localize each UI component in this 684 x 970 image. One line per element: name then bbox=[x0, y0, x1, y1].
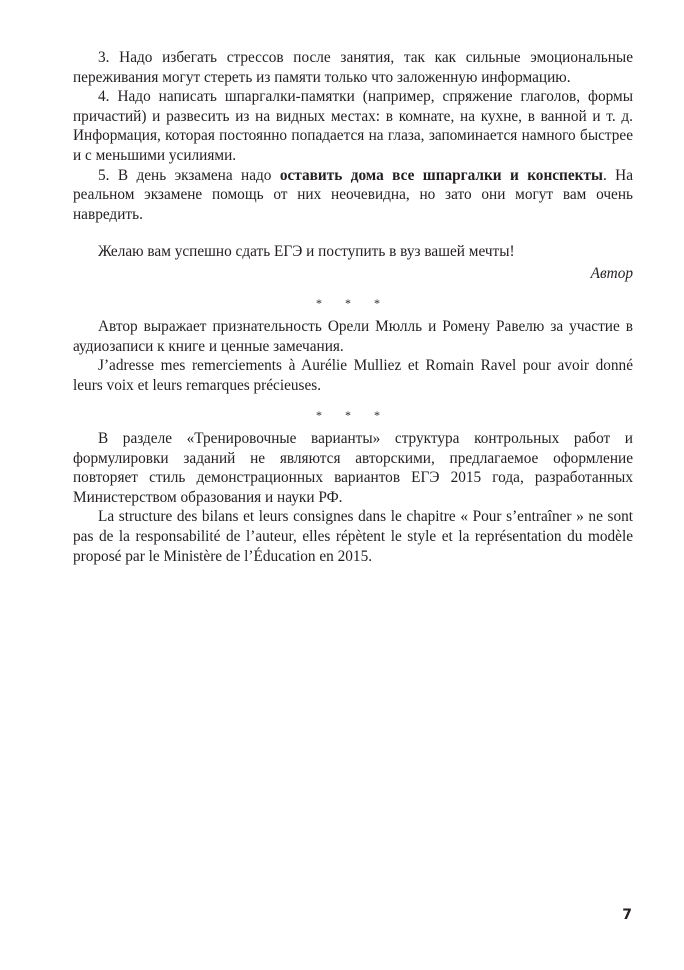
paragraph-item-5-start: 5. В день экзамена надо bbox=[98, 166, 280, 184]
paragraph-item-5-end: . На реальном экзамене помощь от них неочевидна, но зато они могут вам очень навредить. bbox=[73, 166, 633, 223]
paragraph-item-3: 3. Надо избегать стрессов после занятия, так как сильные эмоциональные переживания могут стереть из памяти только что заложенную информацию. bbox=[73, 49, 633, 86]
section-separator: * * * bbox=[316, 407, 390, 422]
paragraph-item-5-bold: оставить дома все шпаргалки и конспекты bbox=[279, 166, 603, 184]
paragraph-item-5 bbox=[73, 166, 633, 225]
author-signature: Автор bbox=[590, 264, 633, 282]
disclaimer-russian: В разделе «Тренировочные варианты» структура контрольных работ и формулировки заданий не являются авторскими, предлагаемое оформление повторяет стиль демонстрационных вариантов ЕГЭ 2015 года, разработанных Министерством образования и науки РФ. bbox=[73, 430, 633, 506]
page-number: 7 bbox=[622, 907, 632, 923]
wish-paragraph: Желаю вам успешно сдать ЕГЭ и поступить в вуз вашей мечты! bbox=[98, 243, 515, 261]
section-separator: * * * bbox=[316, 295, 390, 310]
page-content bbox=[73, 48, 633, 566]
spacer bbox=[73, 224, 633, 242]
thanks-russian: Автор выражает признательность Орели Мюлль и Ромену Равелю за участие в аудиозаписи к книге и ценные замечания. bbox=[73, 318, 633, 355]
paragraph-item-4: 4. Надо написать шпаргалки-памятки (например, спряжение глаголов, формы причастий) и развесить из на видных местах: в комнате, на кухне, в ванной и т. д. Информация, которая постоянно попадается на глаза, запоминается намного быстрее и с меньшими усилиями. bbox=[73, 88, 633, 164]
thanks-french: J’adresse mes remerciements à Aurélie Mulliez et Romain Ravel pour avoir donné leurs voix et leurs remarques précieuses. bbox=[73, 357, 633, 394]
disclaimer-french: La structure des bilans et leurs consignes dans le chapitre « Pour s’entraîner » ne sont pas de la responsabilité de l’auteur, elles répètent le style et la représentation du modèle proposé par le Ministère de l’Éducation en 2015. bbox=[73, 508, 633, 565]
